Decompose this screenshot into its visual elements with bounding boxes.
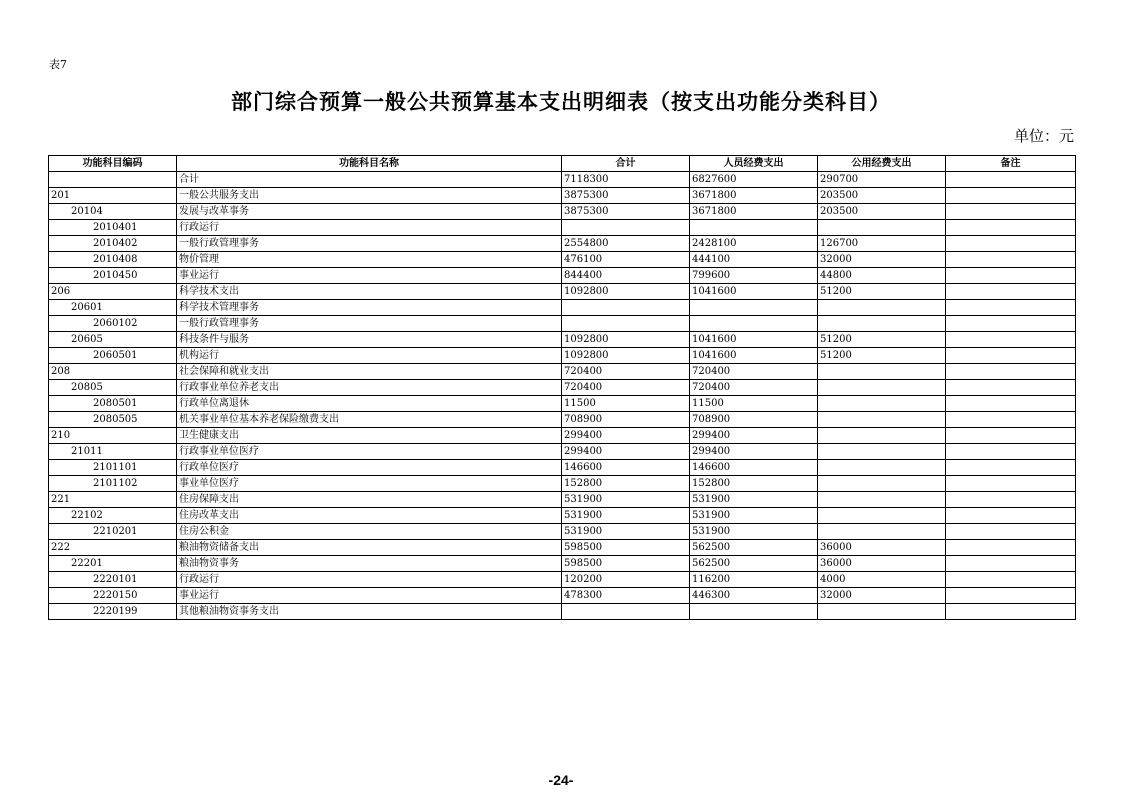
table-row [49,236,1076,252]
row-total-cell: 299400 [562,444,690,460]
row-name-cell: 住房改革支出 [177,508,562,524]
row-name-cell: 科技条件与服务 [177,332,562,348]
table-header-row [49,156,1076,172]
row-personnel-cell [690,604,818,620]
row-note-cell [946,348,1076,364]
row-name-cell: 一般行政管理事务 [177,236,562,252]
row-public-cell: 51200 [818,332,946,348]
row-name-cell: 科学技术支出 [177,284,562,300]
row-public-cell [818,380,946,396]
row-public-cell [818,492,946,508]
table-row [49,332,1076,348]
table-row [49,268,1076,284]
row-public-cell: 203500 [818,188,946,204]
table-row [49,444,1076,460]
table-row [49,428,1076,444]
table-row [49,604,1076,620]
row-total-cell [562,220,690,236]
table-body [49,172,1076,620]
row-code-cell: 2060501 [49,348,177,364]
unit-label: 单位：元 [1013,127,1074,145]
row-total-cell: 720400 [562,380,690,396]
row-name-cell: 行政运行 [177,220,562,236]
row-name-cell: 一般行政管理事务 [177,316,562,332]
row-personnel-cell: 299400 [690,444,818,460]
row-note-cell [946,364,1076,380]
table-row [49,284,1076,300]
row-personnel-cell: 152800 [690,476,818,492]
row-name-cell: 行政运行 [177,572,562,588]
row-code-cell: 208 [49,364,177,380]
row-personnel-cell: 1041600 [690,284,818,300]
row-total-cell: 1092800 [562,348,690,364]
row-personnel-cell: 3671800 [690,188,818,204]
table-row [49,396,1076,412]
page-title: 部门综合预算一般公共预算基本支出明细表（按支出功能分类科目） [231,90,891,114]
row-total-cell: 299400 [562,428,690,444]
header-total: 合计 [562,156,690,172]
row-public-cell [818,364,946,380]
row-code-cell: 2080505 [49,412,177,428]
row-note-cell [946,508,1076,524]
row-total-cell: 2554800 [562,236,690,252]
row-total-cell: 146600 [562,460,690,476]
row-code-cell: 20601 [49,300,177,316]
row-code-cell: 22201 [49,556,177,572]
row-total-cell: 531900 [562,524,690,540]
table-row [49,348,1076,364]
row-personnel-cell: 444100 [690,252,818,268]
row-code-cell: 20805 [49,380,177,396]
row-code-cell: 2220199 [49,604,177,620]
row-public-cell: 36000 [818,556,946,572]
row-personnel-cell: 708900 [690,412,818,428]
row-public-cell: 290700 [818,172,946,188]
row-code-cell: 221 [49,492,177,508]
row-total-cell: 598500 [562,556,690,572]
row-personnel-cell: 11500 [690,396,818,412]
row-total-cell: 531900 [562,492,690,508]
row-total-cell: 152800 [562,476,690,492]
row-code-cell: 2101102 [49,476,177,492]
row-code-cell: 2010450 [49,268,177,284]
row-personnel-cell: 1041600 [690,332,818,348]
row-code-cell: 2060102 [49,316,177,332]
row-personnel-cell: 3671800 [690,204,818,220]
row-total-cell: 7118300 [562,172,690,188]
row-name-cell: 卫生健康支出 [177,428,562,444]
row-code-cell: 2101101 [49,460,177,476]
row-note-cell [946,252,1076,268]
row-name-cell: 社会保障和就业支出 [177,364,562,380]
table-row [49,508,1076,524]
row-personnel-cell: 116200 [690,572,818,588]
row-name-cell: 发展与改革事务 [177,204,562,220]
table-number: 表7 [49,58,67,71]
row-name-cell: 物价管理 [177,252,562,268]
row-note-cell [946,604,1076,620]
row-total-cell: 1092800 [562,332,690,348]
row-public-cell: 44800 [818,268,946,284]
row-name-cell: 事业运行 [177,268,562,284]
row-total-cell [562,300,690,316]
row-code-cell: 2010402 [49,236,177,252]
row-public-cell: 51200 [818,284,946,300]
table-row [49,540,1076,556]
row-total-cell: 598500 [562,540,690,556]
row-code-cell: 206 [49,284,177,300]
page-number: -24- [548,772,574,788]
row-code-cell: 201 [49,188,177,204]
row-personnel-cell: 799600 [690,268,818,284]
row-personnel-cell: 146600 [690,460,818,476]
row-code-cell: 20605 [49,332,177,348]
row-name-cell: 粮油物资储备支出 [177,540,562,556]
row-name-cell: 事业单位医疗 [177,476,562,492]
row-public-cell [818,316,946,332]
row-total-cell: 3875300 [562,204,690,220]
row-note-cell [946,524,1076,540]
row-code-cell: 2220150 [49,588,177,604]
row-note-cell [946,236,1076,252]
row-note-cell [946,540,1076,556]
row-public-cell [818,508,946,524]
table-row [49,380,1076,396]
table-row [49,588,1076,604]
row-public-cell [818,428,946,444]
row-code-cell: 2220101 [49,572,177,588]
row-name-cell: 一般公共服务支出 [177,188,562,204]
row-public-cell [818,460,946,476]
row-public-cell [818,300,946,316]
row-name-cell: 粮油物资事务 [177,556,562,572]
row-note-cell [946,316,1076,332]
row-code-cell [49,172,177,188]
row-total-cell: 476100 [562,252,690,268]
row-personnel-cell: 446300 [690,588,818,604]
row-note-cell [946,556,1076,572]
row-note-cell [946,188,1076,204]
row-note-cell [946,172,1076,188]
row-name-cell: 事业运行 [177,588,562,604]
row-note-cell [946,460,1076,476]
row-public-cell: 36000 [818,540,946,556]
row-public-cell [818,524,946,540]
row-public-cell [818,412,946,428]
table-row [49,572,1076,588]
row-note-cell [946,220,1076,236]
row-personnel-cell [690,316,818,332]
table-row [49,476,1076,492]
table-row [49,316,1076,332]
row-code-cell: 222 [49,540,177,556]
row-code-cell: 20104 [49,204,177,220]
row-code-cell: 210 [49,428,177,444]
row-personnel-cell [690,300,818,316]
table-row [49,364,1076,380]
row-personnel-cell: 531900 [690,508,818,524]
row-name-cell: 住房公积金 [177,524,562,540]
row-personnel-cell: 720400 [690,380,818,396]
row-total-cell: 531900 [562,508,690,524]
row-name-cell: 行政单位医疗 [177,460,562,476]
table-row [49,188,1076,204]
header-personnel: 人员经费支出 [690,156,818,172]
row-personnel-cell: 531900 [690,524,818,540]
row-total-cell: 708900 [562,412,690,428]
row-personnel-cell: 562500 [690,556,818,572]
row-total-cell [562,604,690,620]
row-public-cell [818,604,946,620]
row-public-cell: 203500 [818,204,946,220]
row-personnel-cell: 1041600 [690,348,818,364]
row-public-cell [818,444,946,460]
row-name-cell: 机构运行 [177,348,562,364]
row-personnel-cell: 531900 [690,492,818,508]
row-personnel-cell: 2428100 [690,236,818,252]
row-note-cell [946,284,1076,300]
row-note-cell [946,204,1076,220]
header-note: 备注 [946,156,1076,172]
row-note-cell [946,572,1076,588]
row-code-cell: 2080501 [49,396,177,412]
row-public-cell [818,396,946,412]
row-note-cell [946,444,1076,460]
row-public-cell: 32000 [818,588,946,604]
table-row [49,204,1076,220]
row-code-cell: 2010401 [49,220,177,236]
row-name-cell: 合计 [177,172,562,188]
row-total-cell: 120200 [562,572,690,588]
row-public-cell: 4000 [818,572,946,588]
row-total-cell [562,316,690,332]
row-name-cell: 行政单位离退休 [177,396,562,412]
row-note-cell [946,332,1076,348]
table-row [49,172,1076,188]
row-total-cell: 720400 [562,364,690,380]
row-personnel-cell [690,220,818,236]
row-public-cell: 51200 [818,348,946,364]
table-row [49,300,1076,316]
table-row [49,556,1076,572]
table-row [49,524,1076,540]
row-code-cell: 2010408 [49,252,177,268]
header-code: 功能科目编码 [49,156,177,172]
row-total-cell: 478300 [562,588,690,604]
row-code-cell: 21011 [49,444,177,460]
row-note-cell [946,428,1076,444]
row-note-cell [946,268,1076,284]
row-name-cell: 机关事业单位基本养老保险缴费支出 [177,412,562,428]
row-total-cell: 11500 [562,396,690,412]
row-total-cell: 3875300 [562,188,690,204]
row-personnel-cell: 720400 [690,364,818,380]
row-public-cell: 126700 [818,236,946,252]
row-name-cell: 科学技术管理事务 [177,300,562,316]
row-personnel-cell: 562500 [690,540,818,556]
row-note-cell [946,300,1076,316]
header-public: 公用经费支出 [818,156,946,172]
row-note-cell [946,396,1076,412]
row-total-cell: 844400 [562,268,690,284]
table-row [49,412,1076,428]
row-note-cell [946,476,1076,492]
row-personnel-cell: 6827600 [690,172,818,188]
row-note-cell [946,588,1076,604]
row-total-cell: 1092800 [562,284,690,300]
row-note-cell [946,492,1076,508]
header-name: 功能科目名称 [177,156,562,172]
table-row [49,492,1076,508]
row-public-cell [818,220,946,236]
row-code-cell: 2210201 [49,524,177,540]
table-row [49,220,1076,236]
row-public-cell: 32000 [818,252,946,268]
row-note-cell [946,412,1076,428]
budget-table [48,155,1076,620]
row-note-cell [946,380,1076,396]
row-personnel-cell: 299400 [690,428,818,444]
row-public-cell [818,476,946,492]
row-code-cell: 22102 [49,508,177,524]
row-name-cell: 行政事业单位养老支出 [177,380,562,396]
table-row [49,460,1076,476]
row-name-cell: 行政事业单位医疗 [177,444,562,460]
row-name-cell: 其他粮油物资事务支出 [177,604,562,620]
row-name-cell: 住房保障支出 [177,492,562,508]
table-row [49,252,1076,268]
